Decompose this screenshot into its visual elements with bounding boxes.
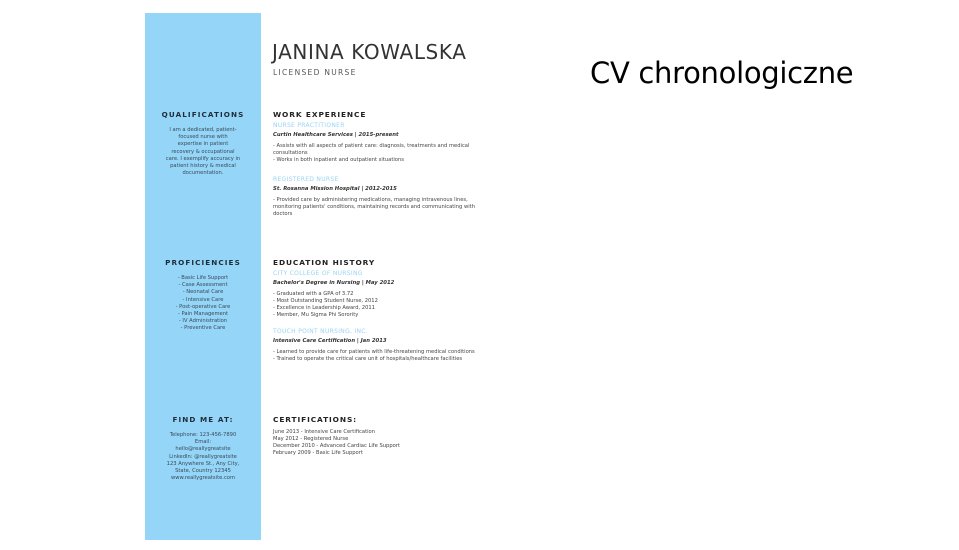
contact-email-label: Email:	[194, 439, 212, 446]
contact-website: www.reallygreatsite.com	[170, 475, 236, 482]
job-duties	[273, 197, 503, 218]
qualifications-line: I am a dedicated, patient-	[169, 127, 237, 133]
resume-job-title: LICENSED NURSE	[273, 68, 357, 77]
proficiency-item: - Post-operative Care	[175, 303, 231, 310]
proficiency-item: - Intensive Care	[182, 296, 224, 303]
education-heading: EDUCATION HISTORY	[273, 258, 376, 267]
job-duty: doctors	[273, 211, 293, 217]
school-name: TOUCH POINT NURSING, INC.	[273, 328, 368, 335]
resume-sidebar	[145, 13, 261, 540]
certifications-section	[273, 415, 503, 457]
proficiency-item: - Neonatal Care	[182, 289, 224, 296]
school-achievement: - Learned to provide care for patients with life-threatening medical conditions	[273, 349, 475, 355]
certification-item: December 2010 - Advanced Cardiac Life Support	[273, 443, 400, 449]
qualifications-line: focused nurse with	[178, 134, 228, 141]
proficiency-item: - Basic Life Support	[177, 275, 229, 281]
contact-address: State, Country 12345	[175, 468, 231, 475]
certification-item: February 2009 - Basic Life Support	[273, 450, 363, 456]
school-name: CITY COLLEGE OF NURSING	[273, 270, 363, 277]
proficiencies-block	[145, 258, 261, 333]
contact-details	[145, 432, 261, 482]
proficiency-item: - IV Administration	[178, 318, 228, 325]
school-achievements	[273, 349, 503, 363]
job-employer: St. Rosanna Mission Hospital | 2012-2015	[273, 186, 397, 192]
school-achievement: - Graduated with a GPA of 3.72	[273, 291, 354, 297]
school-degree: Intensive Care Certification | Jan 2013	[273, 338, 387, 344]
qualifications-line: patient history & medical	[170, 163, 236, 170]
job-employer: Curtin Healthcare Services | 2015-present	[273, 132, 399, 138]
certifications-heading: CERTIFICATIONS:	[273, 415, 358, 424]
qualifications-line: recovery & occupational	[171, 148, 235, 155]
job-role: REGISTERED NURSE	[273, 176, 339, 183]
school-degree: Bachelor's Degree in Nursing | May 2012	[273, 280, 395, 286]
school-achievement: - Member, Mu Sigma Phi Sorority	[273, 312, 359, 318]
work-experience-heading: WORK EXPERIENCE	[273, 110, 367, 119]
job-duty: - Works in both inpatient and outpatient situations	[273, 157, 404, 163]
work-experience-section	[273, 110, 503, 218]
proficiencies-heading: PROFICIENCIES	[165, 258, 241, 267]
certifications-list	[273, 429, 503, 457]
certification-item: June 2013 - Intensive Care Certification	[273, 429, 376, 435]
contact-heading: FIND ME AT:	[172, 415, 234, 424]
qualifications-line: expertise in patient	[177, 141, 229, 148]
contact-email: hello@reallygreatsite	[175, 446, 231, 453]
certification-item: May 2012 - Registered Nurse	[273, 436, 349, 442]
job-duty: consultations	[273, 150, 308, 156]
contact-linkedin: LinkedIn: @reallygreatsite	[169, 453, 237, 460]
resume-name: JANINA KOWALSKA	[272, 40, 467, 64]
qualifications-block	[145, 110, 261, 177]
school-achievement: - Trained to operate the critical care unit of hospitals/healthcare facilities	[273, 356, 463, 362]
school-achievement: - Excellence in Leadership Award, 2011	[273, 305, 376, 311]
school-achievements	[273, 291, 503, 319]
job-role: NURSE PRACTITIONER	[273, 122, 345, 129]
qualifications-text	[145, 127, 261, 177]
job-duty: - Provided care by administering medications, managing intravenous lines,	[273, 197, 468, 203]
job-duty: monitoring patients' conditions, maintaining records and communicating with	[273, 204, 475, 210]
job-duty: - Assists with all aspects of patient care: diagnosis, treatments and medical	[273, 143, 470, 149]
contact-phone: Telephone: 123-456-7890	[169, 432, 237, 438]
proficiency-item: - Case Assessment	[178, 282, 228, 289]
job-duties	[273, 143, 503, 164]
proficiency-item: - Pain Management	[177, 311, 229, 318]
contact-address: 123 Anywhere St., Any City,	[166, 460, 240, 467]
qualifications-line: care. I exemplify accuracy in	[165, 155, 241, 162]
proficiency-item: - Preventive Care	[180, 325, 226, 332]
proficiencies-list	[145, 275, 261, 333]
qualifications-line: documentation.	[182, 170, 224, 177]
school-achievement: - Most Outstanding Student Nurse, 2012	[273, 298, 378, 304]
contact-block	[145, 415, 261, 482]
qualifications-heading: QUALIFICATIONS	[161, 110, 245, 119]
education-section	[273, 258, 503, 363]
slide-title: CV chronologiczne	[590, 56, 854, 90]
